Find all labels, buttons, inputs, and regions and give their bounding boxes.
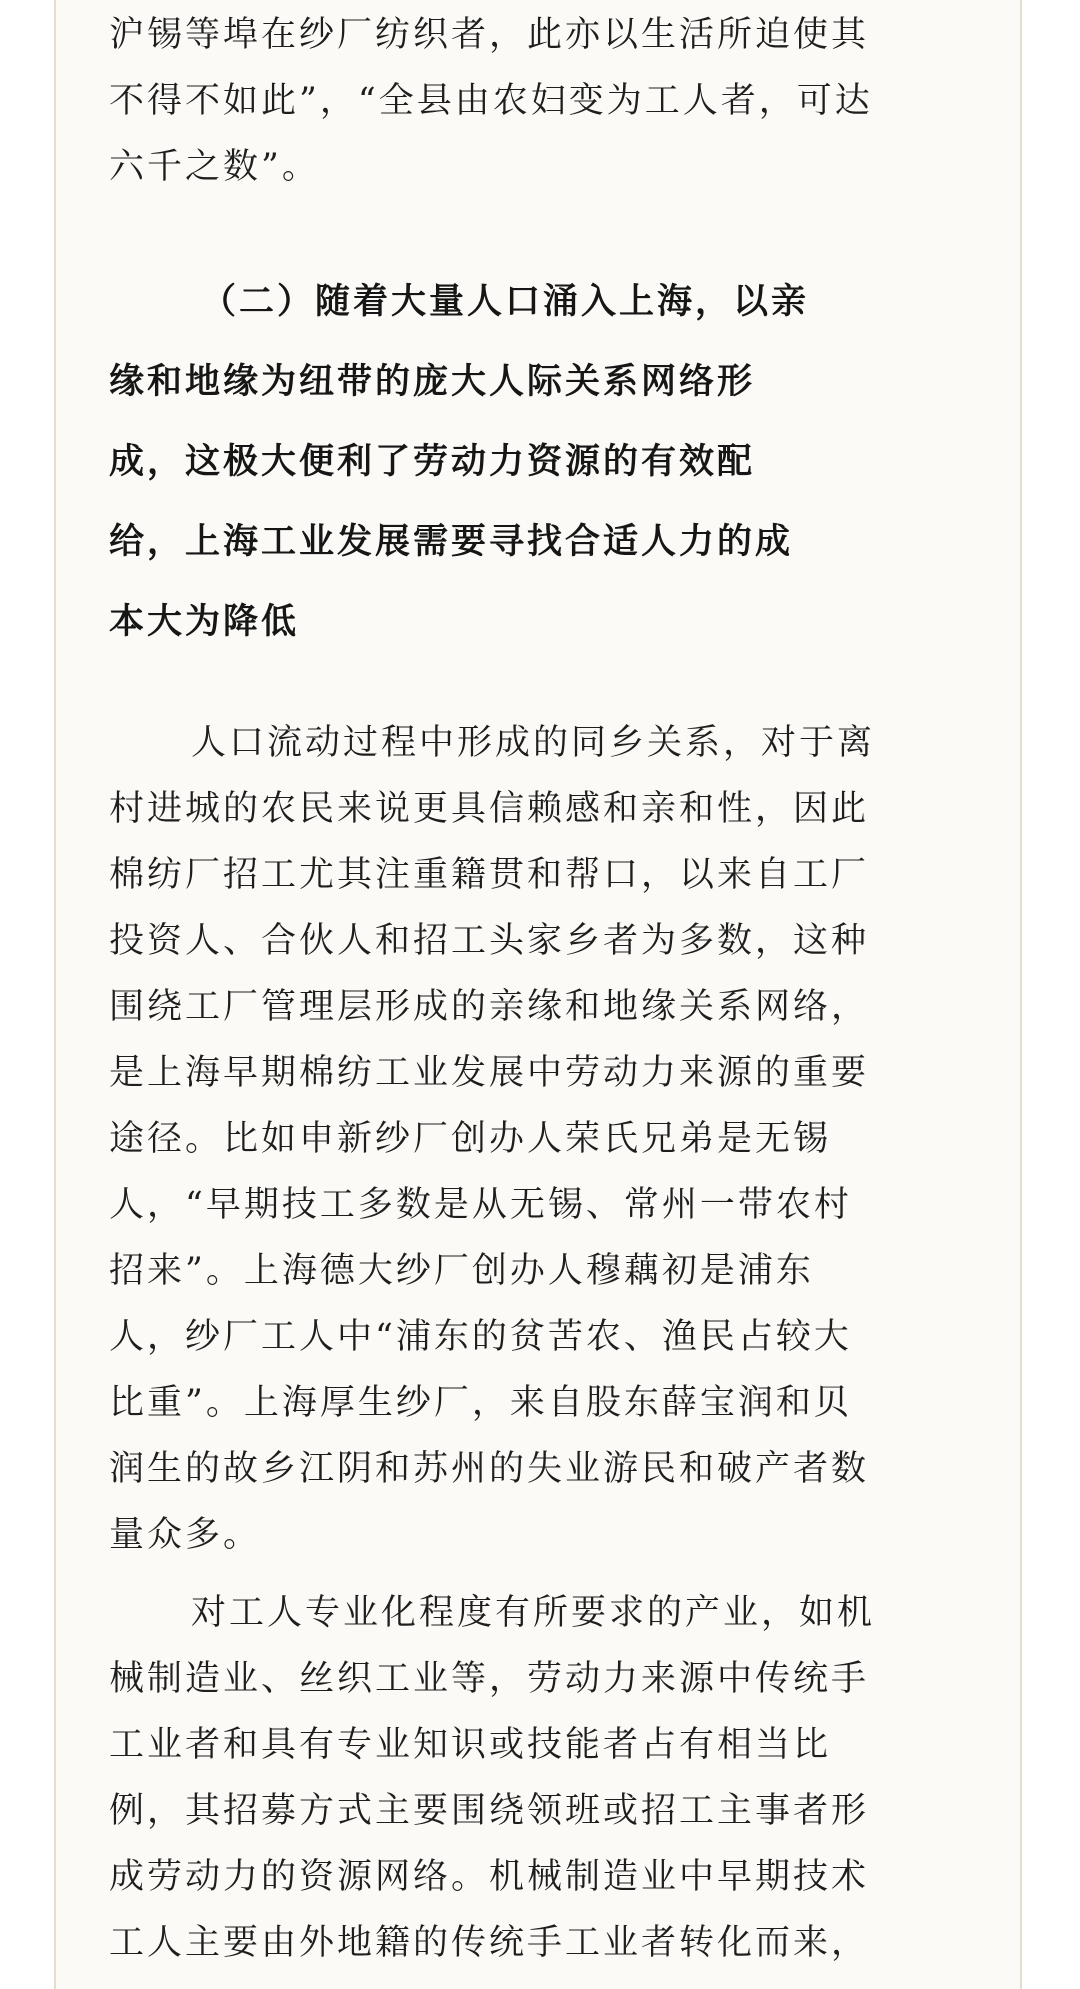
text-line: 械制造业、丝织工业等，劳动力来源中传统手: [109, 1659, 870, 1699]
text-line: 成劳动力的资源网络。机械制造业中早期技术: [109, 1857, 870, 1897]
text-line: 人口流动过程中形成的同乡关系，对于离: [191, 723, 876, 763]
text-line: 润生的故乡江阴和苏州的失业游民和破产者数: [109, 1449, 870, 1489]
text-line: 不得不如此”，“全县由农妇变为工人者，可达: [109, 81, 873, 121]
text-line: 投资人、合伙人和招工头家乡者为多数，这种: [109, 921, 870, 961]
text-line: 比重”。上海厚生纱厂，来自股东薛宝润和贝: [109, 1383, 852, 1423]
paragraph-2: [109, 1580, 875, 1976]
text-line: 人，“早期技工多数是从无锡、常州一带农村: [109, 1185, 852, 1225]
text-line: 例，其招募方式主要围绕领班或招工主事者形: [109, 1791, 870, 1831]
paragraph-1: [109, 710, 875, 1568]
text-line: 村进城的农民来说更具信赖感和亲和性，因此: [109, 789, 870, 829]
section-heading: [109, 262, 809, 662]
heading-line: 缘和地缘为纽带的庞大人际关系网络形: [109, 361, 756, 402]
text-line: 工业者和具有专业知识或技能者占有相当比: [109, 1725, 832, 1765]
heading-line: 本大为降低: [109, 601, 300, 642]
text-line: 工人主要由外地籍的传统手工业者转化而来，: [109, 1923, 870, 1963]
text-line: 六千之数”。: [109, 147, 320, 187]
text-line: 招来”。上海德大纱厂创办人穆藕初是浦东: [109, 1251, 814, 1291]
text-line: 途径。比如申新纱厂创办人荣氏兄弟是无锡: [109, 1119, 832, 1159]
text-line: 对工人专业化程度有所要求的产业，如机: [191, 1593, 876, 1633]
text-line: 量众多。: [109, 1515, 262, 1555]
text-line: 围绕工厂管理层形成的亲缘和地缘关系网络，: [109, 987, 870, 1027]
heading-line: （二）随着大量人口涌入上海，以亲: [201, 281, 810, 322]
text-line: 是上海早期棉纺工业发展中劳动力来源的重要: [109, 1053, 870, 1093]
text-line: 沪锡等埠在纱厂纺织者，此亦以生活所迫使其: [109, 15, 870, 55]
top-paragraph: [109, 2, 873, 200]
text-line: 人，纱厂工人中“浦东的贫苦农、渔民占较大: [109, 1317, 852, 1357]
text-line: 棉纺厂招工尤其注重籍贯和帮口，以来自工厂: [109, 855, 870, 895]
heading-line: 成，这极大便利了劳动力资源的有效配: [109, 441, 756, 482]
heading-line: 给，上海工业发展需要寻找合适人力的成: [109, 521, 794, 562]
